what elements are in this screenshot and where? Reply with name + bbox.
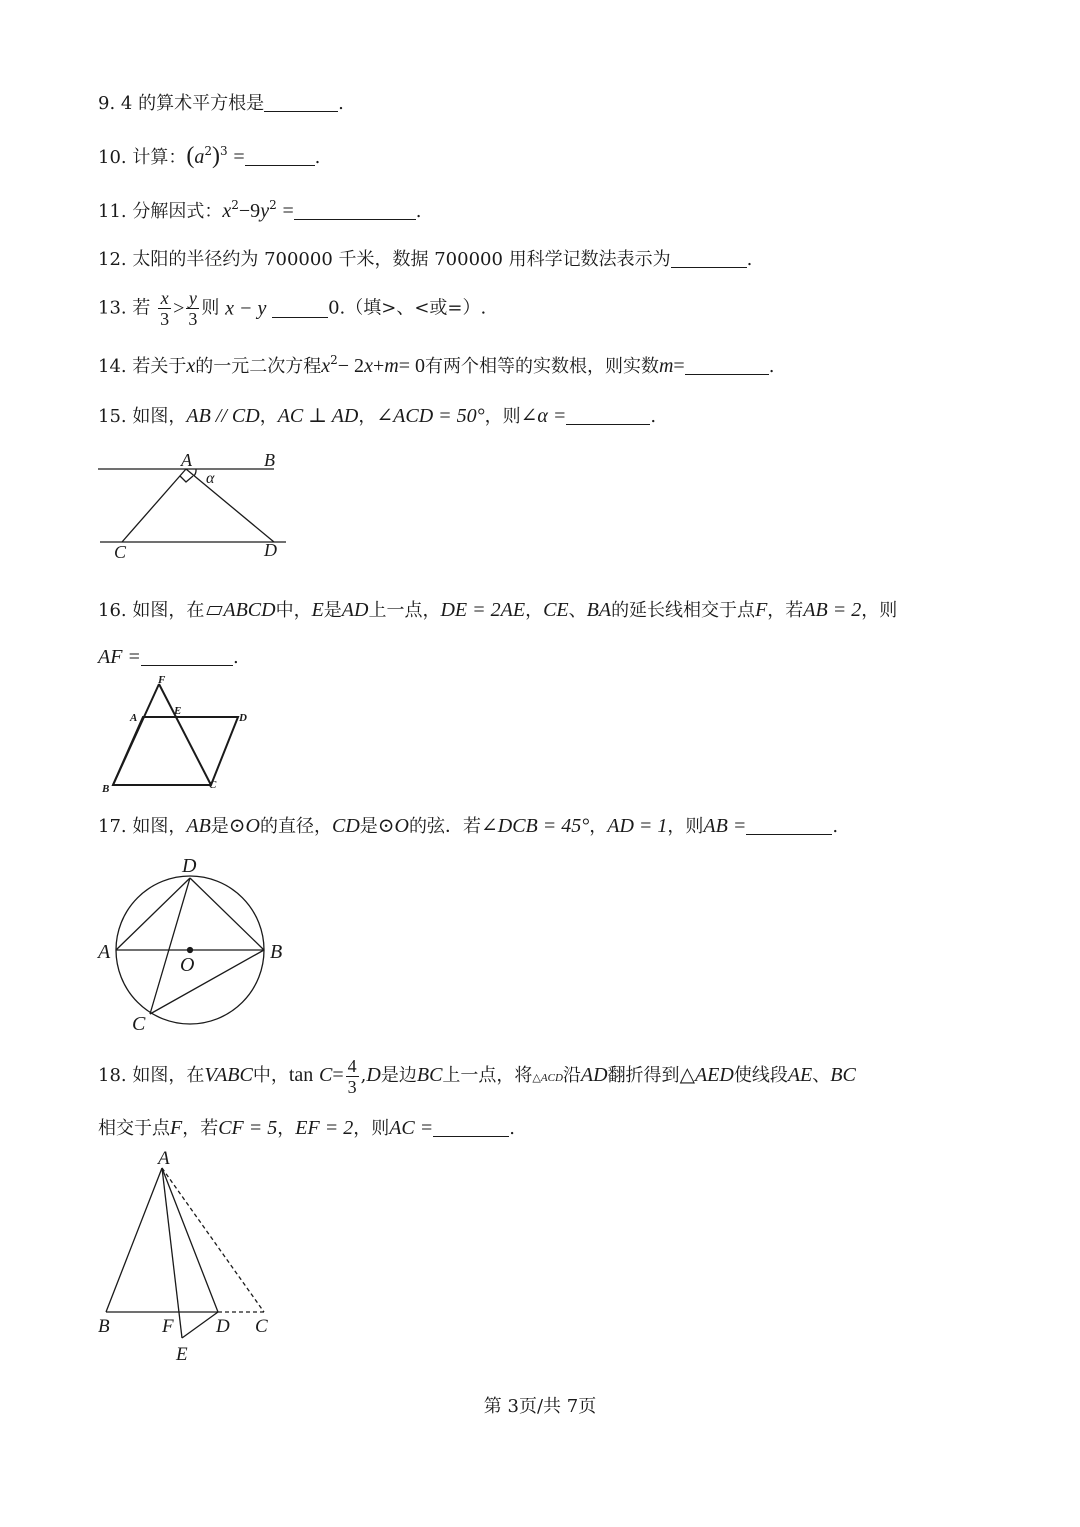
q16-mid4: 的延长线相交于点 (611, 600, 756, 621)
q16-dun: 、 (568, 600, 587, 621)
fig16-label-b: B (102, 783, 110, 795)
q18-mid2: 是边 (380, 1065, 417, 1086)
fig15-label-a: A (181, 450, 192, 470)
q17-then: ，则 (667, 816, 704, 837)
q17-end: . (832, 816, 839, 837)
question-12 (98, 248, 752, 272)
q16-f: F (755, 599, 768, 621)
q18-condition-ef: EF = 2 (295, 1117, 354, 1139)
fig17-center-dot (188, 948, 193, 953)
fig17-chord-cb (150, 950, 264, 1014)
question-15: 15. 如图，AB // CD，AC ⊥ AD，∠ACD = 50°，则∠α = . (98, 405, 657, 427)
q14-answer-blank[interactable] (685, 356, 769, 375)
parallelogram-icon (207, 606, 223, 615)
q13-frac-y-den: 3 (188, 309, 198, 329)
q18-then: ，则 (353, 1118, 390, 1139)
q18-triangle: VABC (204, 1064, 253, 1086)
q16-end: . (232, 647, 239, 668)
q10-number: 10. (98, 147, 127, 168)
fig15-label-b: B (264, 450, 275, 470)
q17-comma: ， (589, 816, 608, 837)
q16-mid2: 是 (323, 600, 342, 621)
q16-pre: 16. 如图，在 (98, 600, 205, 621)
q13-frac-x-num: x (158, 288, 171, 309)
q10-close-paren: ) (212, 143, 221, 169)
fig15-segment-ad (186, 469, 274, 542)
fig16-label-e: E (174, 705, 182, 717)
q10-exp-inner: 2 (204, 144, 213, 158)
fig16-parallelogram (113, 717, 238, 785)
q18-frac-den: 3 (347, 1076, 357, 1097)
q13-diff: x − y (225, 297, 267, 320)
q14-pre: 14. 若关于 (98, 356, 187, 377)
q15-answer-blank[interactable] (566, 406, 650, 425)
page-footer: 第 3页/共 7页 (483, 1396, 597, 1417)
q17-cd: CD (332, 815, 360, 837)
fig16-label-d: D (239, 712, 247, 724)
q16-mid3: 上一点， (368, 600, 441, 621)
q17-condition-ad: AD = 1 (607, 815, 668, 837)
q14-eq-zero: = 0 (398, 355, 425, 377)
fig17-label-d: D (182, 855, 197, 877)
q14-eq-plus: + (372, 355, 385, 377)
fig18-segment-ab (106, 1168, 162, 1312)
fig17-chord-db (190, 878, 264, 950)
q12-end: . (746, 249, 753, 270)
question-13 (98, 288, 486, 329)
q13-zero: 0 (328, 297, 340, 319)
q17-ab: AB (186, 815, 211, 837)
q18-ad: AD (580, 1064, 608, 1086)
q17-mid1: 是 (210, 816, 229, 837)
q18-d: D (366, 1064, 381, 1086)
question-16 (98, 587, 988, 681)
fig17-label-c: C (132, 1013, 146, 1035)
q18-bc: BC (416, 1064, 443, 1086)
fig16-segment-fc (159, 684, 211, 785)
q16-answer-blank[interactable] (141, 647, 233, 666)
q18-mid3: 上一点，将 (442, 1065, 533, 1086)
question-17 (98, 814, 838, 839)
q18-ae: AE (787, 1064, 813, 1086)
q18-condition-cf: CF = 5 (218, 1117, 278, 1139)
q15-ask: ∠α = (520, 405, 567, 427)
q13-frac-y-num: y (186, 288, 199, 309)
q18-dun: 、 (812, 1065, 831, 1086)
q11-exp-1: 2 (231, 198, 239, 212)
q14-post: 有两个相等的实数根，则实数 (424, 356, 659, 377)
q18-comma: , (360, 1065, 367, 1086)
q17-mid4: 的弦．若 (409, 816, 481, 837)
q14-eq-exp: 2 (330, 353, 338, 367)
q11-equals: = (282, 200, 294, 222)
fig18-label-a: A (158, 1148, 170, 1169)
fig18-segment-ed (182, 1312, 218, 1338)
q10-equals: = (233, 146, 245, 168)
q15-then: ，则 (484, 406, 521, 427)
fig15-segment-ac (122, 469, 186, 542)
q16-ad: AD (341, 599, 369, 621)
q14-eq-minus-two: − 2 (337, 355, 365, 377)
q13-answer-blank[interactable] (272, 299, 328, 318)
q15-condition-parallel: AB // CD (186, 405, 260, 427)
q13-hint: .（填>、<或=）. (339, 297, 487, 319)
fig16-label-c: C (209, 779, 217, 791)
question-18: 18. 如图，在VABC中，tan C= $\frac{4}{3}$ ,D是边BC上一点，将△ACD沿AD翻折得到△AED使线段AE、BC 相交于点F，若CF = 5，EF = 2，则AC = . (98, 1055, 856, 1139)
q13-number: 13. 若 (98, 297, 151, 319)
q17-circle-o-2: ⊙O (377, 815, 409, 837)
q16-then: ，则 (861, 600, 898, 621)
q16-ce: CE (543, 599, 569, 621)
q14-equals: = (673, 355, 685, 377)
q18-end: . (509, 1118, 516, 1139)
q18-mid1: 中， (252, 1065, 289, 1086)
q17-answer-blank[interactable] (746, 816, 832, 835)
q10-base: a (194, 146, 205, 168)
question-11 (98, 199, 421, 224)
fig15-label-c: C (114, 542, 127, 562)
q11-exp-2: 2 (269, 198, 277, 212)
q16-ask: AF = (98, 646, 141, 668)
q15-end: . (650, 406, 657, 427)
fig16-label-f: F (158, 674, 166, 686)
q14-x: x (186, 355, 196, 377)
q13-then: 则 (201, 297, 220, 319)
fig16-label-a: A (130, 712, 138, 724)
question-10 (98, 144, 320, 170)
q16-ba: BA (586, 599, 612, 621)
q9-answer-blank[interactable] (264, 93, 338, 112)
q18-answer-blank[interactable] (433, 1118, 509, 1137)
q14-m: m (658, 355, 674, 377)
fig15-label-alpha: α (206, 470, 215, 487)
q17-mid3: 是 (359, 816, 378, 837)
q18-fraction (346, 1056, 359, 1097)
q15-condition-perpendicular: AC ⊥ AD (277, 405, 359, 427)
q9-end: . (338, 93, 344, 114)
q17-circle-o-1: ⊙O (228, 815, 260, 837)
figure-16 (100, 674, 260, 799)
q18-c: C (319, 1064, 333, 1086)
q14-end: . (768, 356, 775, 377)
figure-18 (96, 1146, 296, 1366)
q15-pre: 15. 如图， (98, 406, 187, 427)
q18-big-triangle: △AED (679, 1064, 734, 1086)
fig18-label-b: B (98, 1316, 110, 1337)
q13-frac-x (158, 288, 171, 329)
q11-label: 分解因式： (132, 201, 223, 222)
q18-small-triangle: △ACD (532, 1072, 563, 1084)
q13-frac-x-den: 3 (160, 309, 170, 329)
q11-x: x (222, 200, 232, 222)
fig18-segment-ac-dashed (162, 1168, 264, 1312)
q17-condition-angle: ∠DCB = 45° (481, 815, 590, 837)
fig18-label-e: E (176, 1344, 188, 1365)
q13-greater: > (173, 297, 185, 320)
q18-bc-2: BC (830, 1064, 856, 1086)
q16-mid1: 中， (275, 600, 312, 621)
q14-eq-x2: x (364, 355, 373, 377)
figure-15 (96, 448, 296, 568)
q16-condition-ab: AB = 2 (803, 599, 862, 621)
q11-minus-nine: −9 (238, 200, 261, 222)
q18-mid5: 翻折得到 (607, 1065, 680, 1086)
q18-tan: tan (288, 1064, 314, 1086)
q14-mid: 的一元二次方程 (195, 356, 322, 377)
fig17-chord-dc (150, 878, 190, 1014)
figure-17 (96, 854, 296, 1034)
fig16-segment-bf (113, 684, 159, 785)
q15-condition-angle: ∠ACD = 50° (376, 405, 485, 427)
question-14 (98, 354, 774, 379)
fig17-label-a: A (98, 941, 111, 963)
q16-shape: ABCD (223, 599, 276, 621)
fig15-label-d: D (264, 540, 277, 560)
q16-mid5: ，若 (767, 600, 804, 621)
q16-e: E (311, 599, 324, 621)
fig17-label-b: B (270, 941, 283, 963)
fig15-right-angle-mark (180, 476, 193, 482)
q11-number: 11. (98, 201, 127, 222)
q10-end: . (314, 147, 321, 168)
fig18-label-c: C (255, 1316, 268, 1337)
q18-f: F (170, 1117, 183, 1139)
q17-pre: 17. 如图， (98, 816, 187, 837)
q17-mid2: 的直径， (260, 816, 332, 837)
fig18-label-f: F (162, 1316, 174, 1337)
q10-answer-blank[interactable] (245, 147, 315, 166)
q18-equals: = (332, 1064, 344, 1086)
fig18-label-d: D (216, 1316, 230, 1337)
q10-label: 计算： (132, 147, 187, 168)
q18-mid4: 沿 (562, 1065, 581, 1086)
q16-condition-de: DE = 2AE (440, 599, 526, 621)
q9-text: 9. 4 的算术平方根是 (98, 93, 265, 114)
q10-open-paren: ( (186, 143, 195, 169)
q17-ask: AB = (703, 815, 747, 837)
q14-eq-m: m (384, 355, 399, 377)
question-9 (98, 92, 344, 116)
q18-mid6: 使线段 (733, 1065, 788, 1086)
q14-eq-x: x (321, 355, 331, 377)
q18-pre: 18. 如图，在 (98, 1065, 205, 1086)
fig15-alpha-arc (194, 469, 196, 476)
q18-ask: AC = (389, 1117, 434, 1139)
q16-comma: ， (525, 600, 544, 621)
q13-frac-y (186, 288, 199, 329)
q12-text: 12. 太阳的半径约为 700000 千米，数据 700000 用科学记数法表示为 (98, 249, 671, 270)
q10-exp-outer: 3 (220, 144, 228, 158)
q11-answer-blank[interactable] (294, 201, 416, 220)
fig17-label-o: O (180, 954, 195, 976)
q12-answer-blank[interactable] (671, 249, 747, 268)
q18-line2: 相交于点 (98, 1118, 170, 1139)
q18-frac-num: 4 (347, 1055, 357, 1076)
q18-mid7: ，若 (182, 1118, 219, 1139)
q11-end: . (415, 201, 422, 222)
q11-y: y (260, 200, 270, 222)
